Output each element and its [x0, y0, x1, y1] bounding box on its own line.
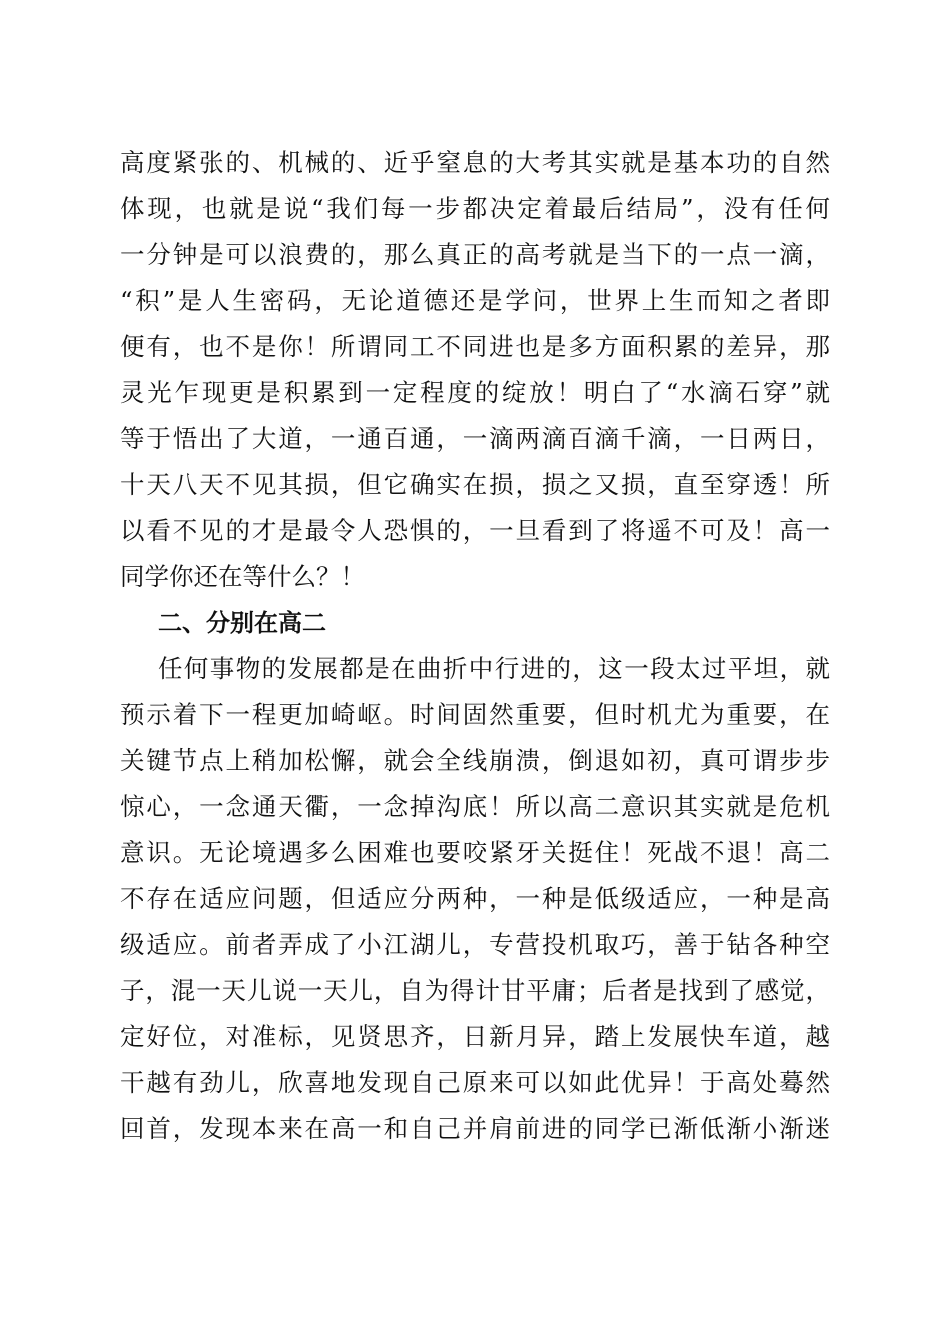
body-text — [120, 140, 830, 1152]
paragraph-line: 体现，也就是说“我们每一步都决定着最后结局”，没有任何 — [120, 194, 830, 223]
paragraph-line: 等于悟出了大道，一通百通，一滴两滴百滴千滴，一日两日， — [120, 424, 830, 453]
paragraph-line: 定好位，对准标，见贤思齐，日新月异，踏上发展快车道，越 — [120, 1022, 830, 1051]
paragraph-line: 灵光乍现更是积累到一定程度的绽放！明白了“水滴石穿”就 — [120, 378, 830, 407]
section-heading: 二、分别在高二 — [158, 609, 326, 637]
paragraph-line: 同学你还在等什么？！ — [120, 562, 365, 591]
paragraph-line: 意识。无论境遇多么困难也要咬紧牙关挺住！死战不退！高二 — [120, 838, 830, 867]
paragraph-line: 干越有劲儿，欣喜地发现自己原来可以如此优异！于高处蓦然 — [120, 1068, 830, 1097]
paragraph-line: 不存在适应问题，但适应分两种，一种是低级适应，一种是高 — [120, 884, 830, 913]
paragraph-line: 任何事物的发展都是在曲折中行进的，这一段太过平坦，就 — [158, 654, 830, 683]
paragraph-1 — [120, 140, 830, 600]
paragraph-2 — [120, 646, 830, 1152]
paragraph-line: 一分钟是可以浪费的，那么真正的高考就是当下的一点一滴， — [120, 240, 830, 269]
paragraph-line: 回首，发现本来在高一和自己并肩前进的同学已渐低渐小渐迷 — [120, 1114, 830, 1143]
paragraph-line: 便有，也不是你！所谓同工不同进也是多方面积累的差异，那 — [120, 332, 830, 361]
paragraph-line: 以看不见的才是最令人恐惧的，一旦看到了将遥不可及！高一 — [120, 516, 830, 545]
paragraph-line: 关键节点上稍加松懈，就会全线崩溃，倒退如初，真可谓步步 — [120, 746, 830, 775]
paragraph-line: 子，混一天儿说一天儿，自为得计甘平庸；后者是找到了感觉， — [120, 976, 830, 1005]
paragraph-line: 惊心，一念通天衢，一念掉沟底！所以高二意识其实就是危机 — [120, 792, 830, 821]
paragraph-line: 预示着下一程更加崎岖。时间固然重要，但时机尤为重要，在 — [120, 700, 830, 729]
paragraph-line: 十天八天不见其损，但它确实在损，损之又损，直至穿透！所 — [120, 470, 830, 499]
paragraph-line: 高度紧张的、机械的、近乎窒息的大考其实就是基本功的自然 — [120, 148, 830, 177]
paragraph-line: 级适应。前者弄成了小江湖儿，专营投机取巧，善于钻各种空 — [120, 930, 830, 959]
paragraph-line: “积”是人生密码，无论道德还是学问，世界上生而知之者即 — [120, 286, 830, 315]
